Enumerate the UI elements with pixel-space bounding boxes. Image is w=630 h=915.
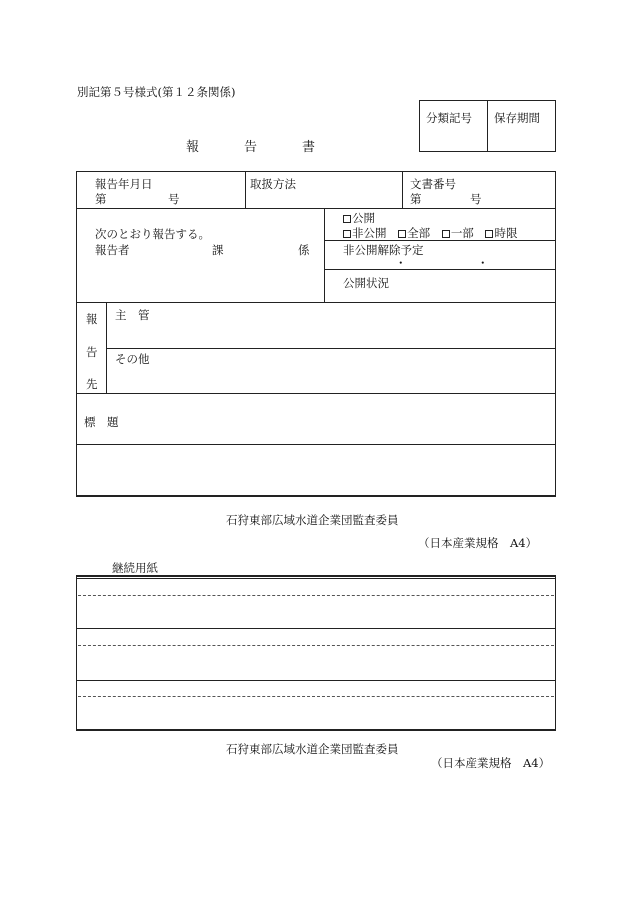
release-date-dot-2: ・ (477, 256, 489, 270)
document-title-char-1: 報 (186, 140, 200, 155)
report-statement: 次のとおり報告する。 (95, 227, 210, 241)
other-department-label: その他 (115, 352, 150, 366)
form-number: 別記第５号様式(第１２条関係) (77, 85, 236, 99)
report-number-dai: 第 (95, 192, 107, 206)
report-to-char-1: 報 (86, 312, 98, 326)
continuation-label: 継続用紙 (112, 561, 158, 575)
release-date-label: 非公開解除予定 (343, 243, 424, 257)
release-date-dot-1: ・ (395, 256, 407, 270)
disclosure-private-row (343, 225, 517, 241)
scope-all-label: 全部 (407, 226, 431, 240)
private-label: 非公開 (352, 226, 387, 240)
reporter-label: 報告者 (95, 243, 130, 257)
issuer-name: 石狩東部広域水道企業団監査委員 (226, 513, 399, 527)
disclosure-public-option[interactable] (343, 210, 375, 226)
document-number-dai: 第 (410, 192, 422, 206)
subsection-label: 係 (298, 243, 310, 257)
continuation-paper-size-note: （日本産業規格 A4） (431, 756, 551, 770)
document-number-gou: 号 (470, 192, 482, 206)
report-date-label: 報告年月日 (95, 177, 153, 191)
public-label: 公開 (352, 211, 375, 225)
handling-method-label: 取扱方法 (250, 177, 296, 191)
private-checkbox[interactable] (343, 230, 351, 238)
document-number-label: 文書番号 (410, 177, 456, 191)
scope-part-label: 一部 (450, 226, 474, 240)
subject-label: 標 題 (84, 415, 119, 429)
classification-label: 分類記号 (426, 111, 472, 125)
continuation-issuer-name: 石狩東部広域水道企業団監査委員 (226, 742, 399, 756)
scope-time-label: 時限 (494, 226, 518, 240)
paper-size-note: （日本産業規格 A4） (418, 536, 538, 550)
section-label: 課 (212, 243, 224, 257)
document-title-char-2: 告 (244, 140, 258, 155)
report-to-char-2: 告 (86, 345, 98, 359)
public-checkbox[interactable] (343, 215, 351, 223)
report-to-char-3: 先 (86, 377, 98, 391)
report-number-gou: 号 (168, 192, 180, 206)
disclosure-status-label: 公開状況 (343, 276, 389, 290)
disclosure-private-option[interactable] (343, 226, 387, 240)
scope-time-option[interactable] (485, 226, 517, 240)
scope-part-option[interactable] (442, 226, 474, 240)
scope-time-checkbox[interactable] (485, 230, 493, 238)
main-department-label: 主 管 (115, 308, 150, 322)
scope-all-option[interactable] (398, 226, 430, 240)
scope-all-checkbox[interactable] (398, 230, 406, 238)
document-title-char-3: 書 (302, 140, 316, 155)
retention-label: 保存期間 (494, 111, 540, 125)
scope-part-checkbox[interactable] (442, 230, 450, 238)
